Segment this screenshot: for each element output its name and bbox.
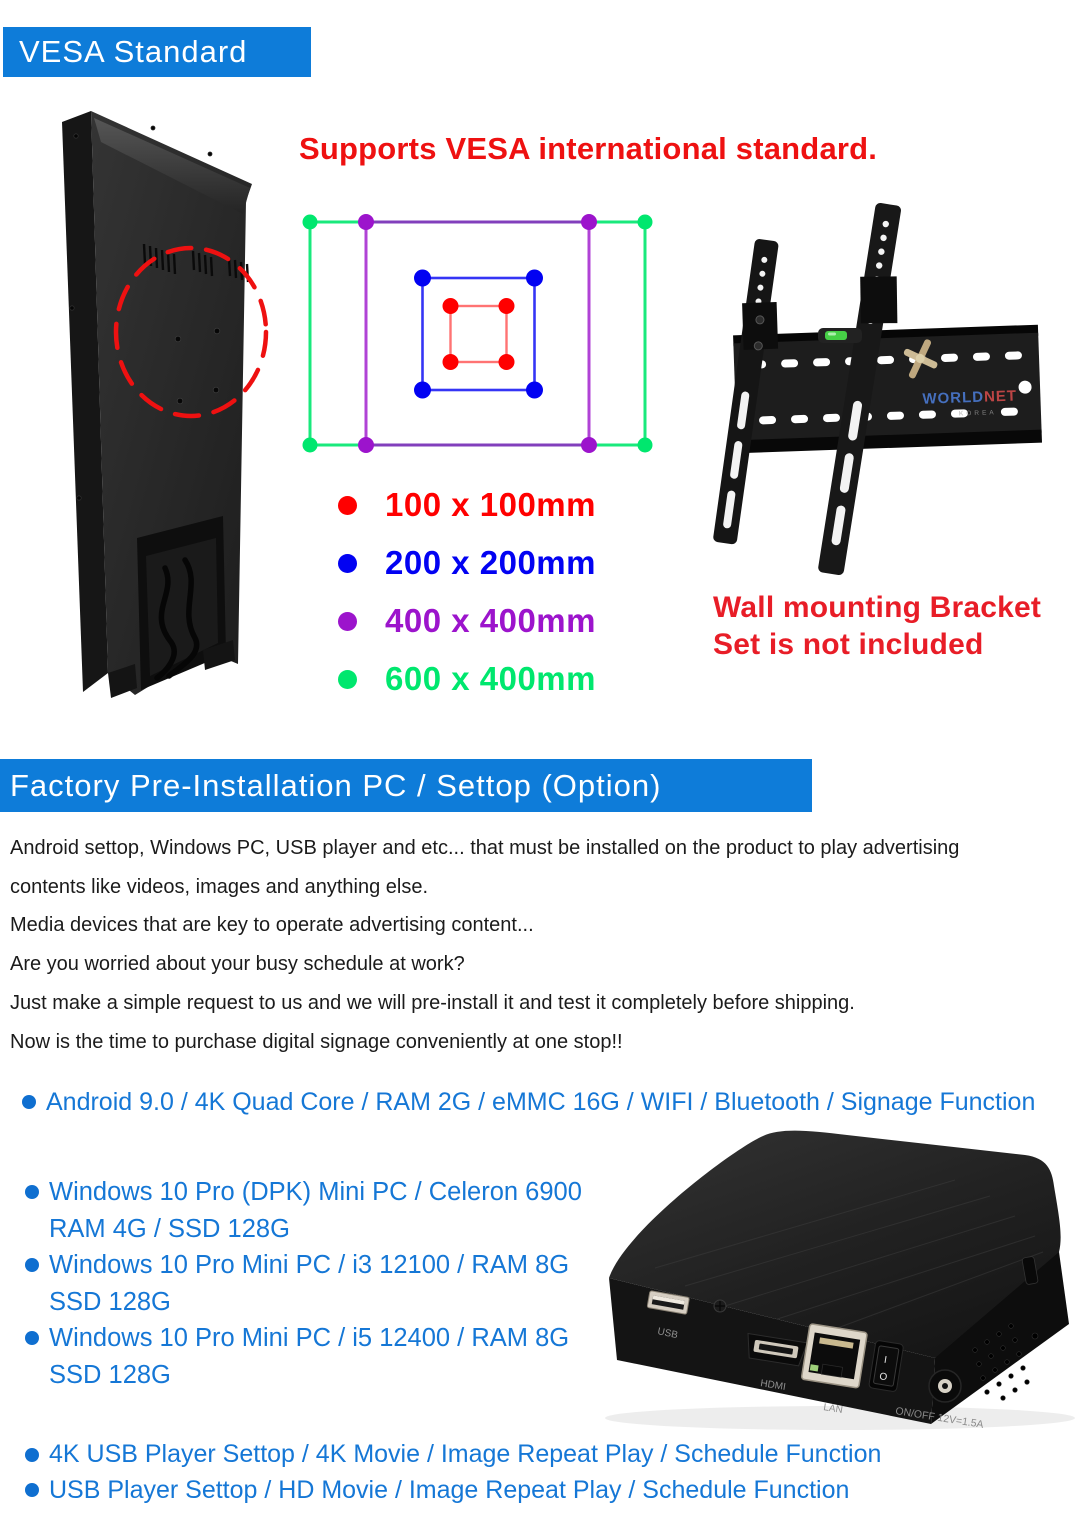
legend-label-400: 400 x 400mm bbox=[385, 602, 596, 639]
player-item2-text: USB Player Settop / HD Movie / Image Repeat Play / Schedule Function bbox=[49, 1475, 850, 1504]
intro-paragraph bbox=[10, 829, 1074, 1061]
bracket-watermark-sub: KOREA bbox=[958, 409, 997, 418]
bullet-icon bbox=[25, 1331, 39, 1345]
legend-dot-200 bbox=[338, 554, 357, 573]
legend-dot-400 bbox=[338, 612, 357, 631]
android-spec-text: Android 9.0 / 4K Quad Core / RAM 2G / eMMC 16G / WIFI / Bluetooth / Signage Function bbox=[46, 1088, 1036, 1116]
legend-label-600: 600 x 400mm bbox=[385, 660, 596, 697]
windows-item3-line2: SSD 128G bbox=[49, 1360, 171, 1389]
legend-label-200: 200 x 200mm bbox=[385, 544, 596, 581]
player-spec-item-2 bbox=[25, 1473, 881, 1509]
windows-item2-line1: Windows 10 Pro Mini PC / i3 12100 / RAM 8G bbox=[49, 1251, 570, 1279]
power-rating-label: ON/OFF 12V=1.5A bbox=[894, 1405, 985, 1431]
legend-item-400 bbox=[338, 603, 596, 639]
usb-port-label: USB bbox=[656, 1326, 679, 1342]
legend-item-200 bbox=[338, 545, 596, 581]
legend-label-100: 100 x 100mm bbox=[385, 486, 596, 523]
settop-box-photo bbox=[595, 1118, 1080, 1433]
player-spec-item-1 bbox=[25, 1437, 881, 1473]
vesa-banner-label: VESA Standard bbox=[19, 34, 248, 69]
level-bubble-icon bbox=[818, 328, 862, 343]
monitor-back-photo bbox=[45, 98, 335, 718]
wall-bracket-photo bbox=[700, 188, 1055, 598]
legend-item-600 bbox=[338, 661, 596, 697]
windows-item1-line1: Windows 10 Pro (DPK) Mini PC / Celeron 6900 bbox=[49, 1178, 582, 1206]
dc-jack-icon bbox=[929, 1370, 961, 1402]
vesa-200x200-outline bbox=[423, 278, 535, 390]
windows-item2-line2: SSD 128G bbox=[49, 1287, 171, 1316]
vesa-200-corner-dots bbox=[414, 270, 543, 399]
front-screw-icon bbox=[714, 1300, 726, 1312]
bullet-icon bbox=[25, 1258, 39, 1272]
legend-dot-100 bbox=[338, 496, 357, 515]
windows-item1-line2: RAM 4G / SSD 128G bbox=[49, 1214, 290, 1243]
vesa-100-corner-dots bbox=[443, 298, 515, 370]
intro-line-3: Media devices that are key to operate advertising content... bbox=[10, 914, 534, 937]
hdmi-port-label: HDMI bbox=[759, 1378, 787, 1393]
player-spec-list bbox=[25, 1437, 881, 1508]
svg-text:I: I bbox=[883, 1354, 888, 1367]
vesa-legend bbox=[338, 487, 596, 719]
bullet-icon bbox=[25, 1185, 39, 1199]
vesa-banner bbox=[3, 27, 311, 77]
legend-dot-600 bbox=[338, 670, 357, 689]
vesa-heading: Supports VESA international standard. bbox=[299, 131, 878, 166]
intro-line-4: Are you worried about your busy schedule at work? bbox=[10, 953, 465, 976]
player-item1-text: 4K USB Player Settop / 4K Movie / Image Repeat Play / Schedule Function bbox=[49, 1440, 882, 1469]
vesa-100x100-outline bbox=[451, 306, 507, 362]
windows-spec-item-2 bbox=[25, 1247, 625, 1320]
intro-line-1: Android settop, Windows PC, USB player and etc... that must be installed on the product to play advertising bbox=[10, 837, 960, 859]
windows-spec-list bbox=[25, 1174, 625, 1393]
vesa-600x400-outline bbox=[310, 222, 645, 445]
android-spec-item bbox=[22, 1088, 1080, 1117]
intro-line-2: contents like videos, images and anything else. bbox=[10, 875, 429, 898]
legend-item-100 bbox=[338, 487, 596, 523]
lan-port-label: LAN bbox=[822, 1402, 844, 1417]
intro-line-5: Just make a simple request to us and we will pre-install it and test it completely before shipping. bbox=[10, 991, 855, 1014]
bullet-icon bbox=[25, 1483, 39, 1497]
svg-text:O: O bbox=[878, 1371, 888, 1384]
bracket-not-included-note bbox=[713, 589, 1041, 663]
intro-line-6: Now is the time to purchase digital signage conveniently at one stop!! bbox=[10, 1030, 623, 1053]
windows-spec-item-1 bbox=[25, 1174, 625, 1247]
bullet-icon bbox=[25, 1448, 39, 1462]
windows-item3-line1: Windows 10 Pro Mini PC / i5 12400 / RAM 8G bbox=[49, 1324, 570, 1352]
bracket-note-line2: Set is not included bbox=[713, 628, 984, 661]
windows-spec-item-3 bbox=[25, 1320, 625, 1393]
vesa-400x400-outline bbox=[366, 222, 589, 445]
vesa-hole-pattern-diagram bbox=[298, 210, 658, 458]
factory-banner-label: Factory Pre-Installation PC / Settop (Option) bbox=[10, 767, 662, 803]
bracket-watermark: WORLDNET bbox=[922, 387, 1018, 408]
vesa-600-corner-dots bbox=[303, 215, 653, 453]
vesa-400-corner-dots bbox=[358, 214, 597, 453]
lan-port-icon bbox=[801, 1324, 867, 1388]
bullet-icon bbox=[22, 1095, 36, 1109]
factory-banner bbox=[0, 759, 812, 812]
bracket-note-line1: Wall mounting Bracket bbox=[713, 591, 1042, 624]
